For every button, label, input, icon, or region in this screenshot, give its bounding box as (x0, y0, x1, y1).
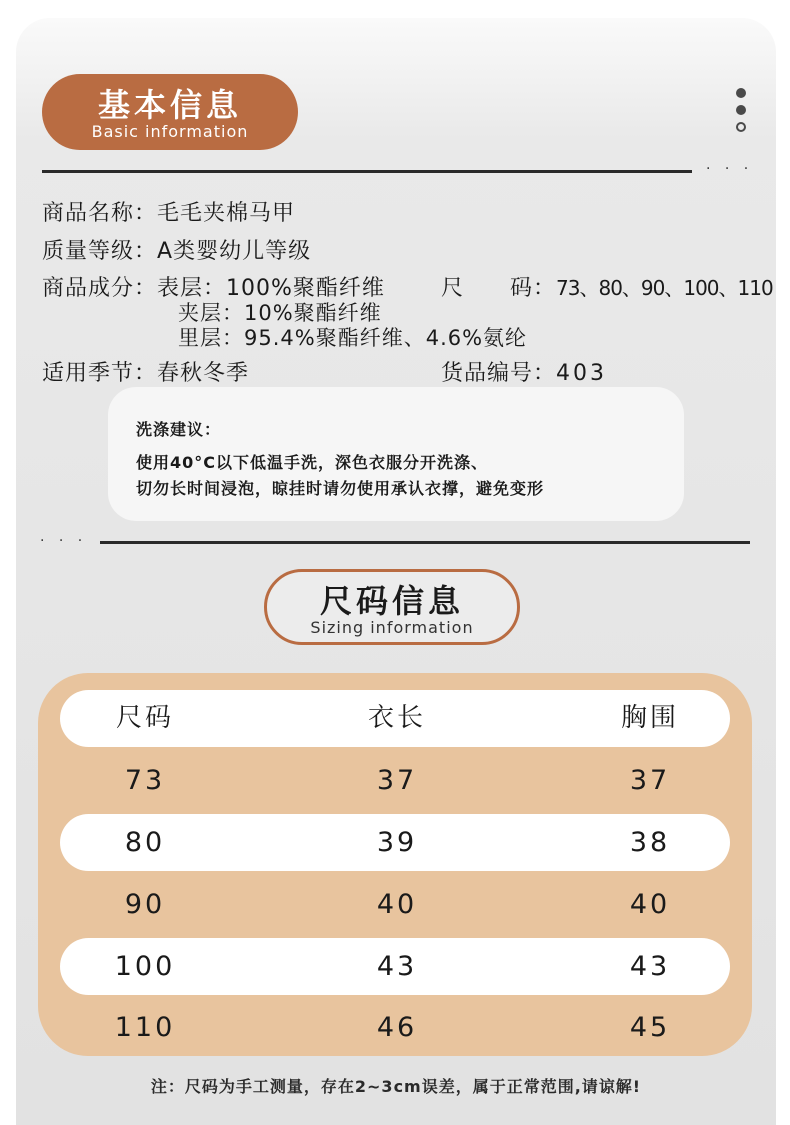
info-season-label: 适用季节： (42, 361, 158, 386)
wash-advice-line2: 切勿长时间浸泡，晾挂时请勿使用承认衣撑，避免变形 (136, 479, 545, 498)
sizing-info-badge (264, 569, 520, 645)
sizing-info-subtitle: Sizing information (310, 618, 474, 637)
info-season-value: 春秋冬季 (157, 361, 250, 386)
info-material-inner: 里层：95.4%聚酯纤维、4.6%氨纶 (178, 326, 528, 350)
middle-divider (100, 541, 750, 544)
info-item-no-row (441, 356, 607, 387)
cell-chest: 40 (629, 889, 671, 920)
wash-advice-box (108, 387, 684, 521)
cell-length: 37 (376, 765, 418, 796)
sizing-info-title: 尺码信息 (319, 582, 464, 620)
cell-chest: 45 (629, 1012, 671, 1043)
cell-size: 110 (114, 1012, 176, 1043)
basic-info-title: 基本信息 (97, 86, 242, 124)
cell-length: 39 (376, 827, 418, 858)
info-name-label: 商品名称： (42, 201, 158, 226)
info-size-value: 73、80、90、100、110 (556, 276, 773, 300)
info-name-row (42, 196, 295, 227)
top-divider-dots: · · · (706, 161, 754, 177)
size-table (38, 673, 752, 1056)
cell-length: 43 (376, 951, 418, 982)
cell-size: 80 (124, 827, 166, 858)
header-chest: 胸围 (620, 703, 679, 733)
cell-size: 100 (114, 951, 176, 982)
wash-advice-line1: 使用40°C以下低温手洗，深色衣服分开洗涤、 (136, 453, 489, 472)
info-grade-value: A类婴幼儿等级 (157, 239, 312, 264)
info-size-label: 尺 码： (441, 276, 557, 301)
info-material-label: 商品成分： (42, 276, 158, 301)
info-size-row (441, 271, 773, 302)
info-grade-label: 质量等级： (42, 239, 158, 264)
info-name-value: 毛毛夹棉马甲 (157, 201, 296, 226)
basic-info-subtitle: Basic information (91, 122, 249, 141)
cell-length: 46 (376, 1012, 418, 1043)
vertical-dots-icon (736, 88, 748, 139)
measurement-note: 注：尺码为手工测量，存在2~3cm误差，属于正常范围,请谅解! (150, 1077, 642, 1096)
table-row (60, 999, 730, 1056)
info-item-no-value: 403 (556, 361, 608, 386)
info-material-outer: 表层：100%聚酯纤维 (157, 276, 385, 301)
cell-chest: 38 (629, 827, 671, 858)
basic-info-badge (42, 74, 298, 150)
header-size: 尺码 (115, 703, 174, 733)
cell-chest: 43 (629, 951, 671, 982)
info-grade-row (42, 234, 311, 265)
info-material-middle: 夹层：10%聚酯纤维 (178, 301, 382, 325)
table-row (60, 814, 730, 871)
cell-size: 90 (124, 889, 166, 920)
cell-length: 40 (376, 889, 418, 920)
info-item-no-label: 货品编号： (441, 361, 557, 386)
middle-divider-dots: · · · (40, 533, 88, 549)
table-row (60, 752, 730, 809)
table-row (60, 938, 730, 995)
product-info-page (16, 18, 776, 1125)
info-season-row (42, 356, 249, 387)
wash-advice-title: 洗涤建议： (136, 420, 222, 439)
table-row (60, 876, 730, 933)
size-table-header (60, 690, 730, 747)
header-length: 衣长 (367, 703, 426, 733)
cell-size: 73 (124, 765, 166, 796)
top-divider (42, 170, 692, 173)
cell-chest: 37 (629, 765, 671, 796)
